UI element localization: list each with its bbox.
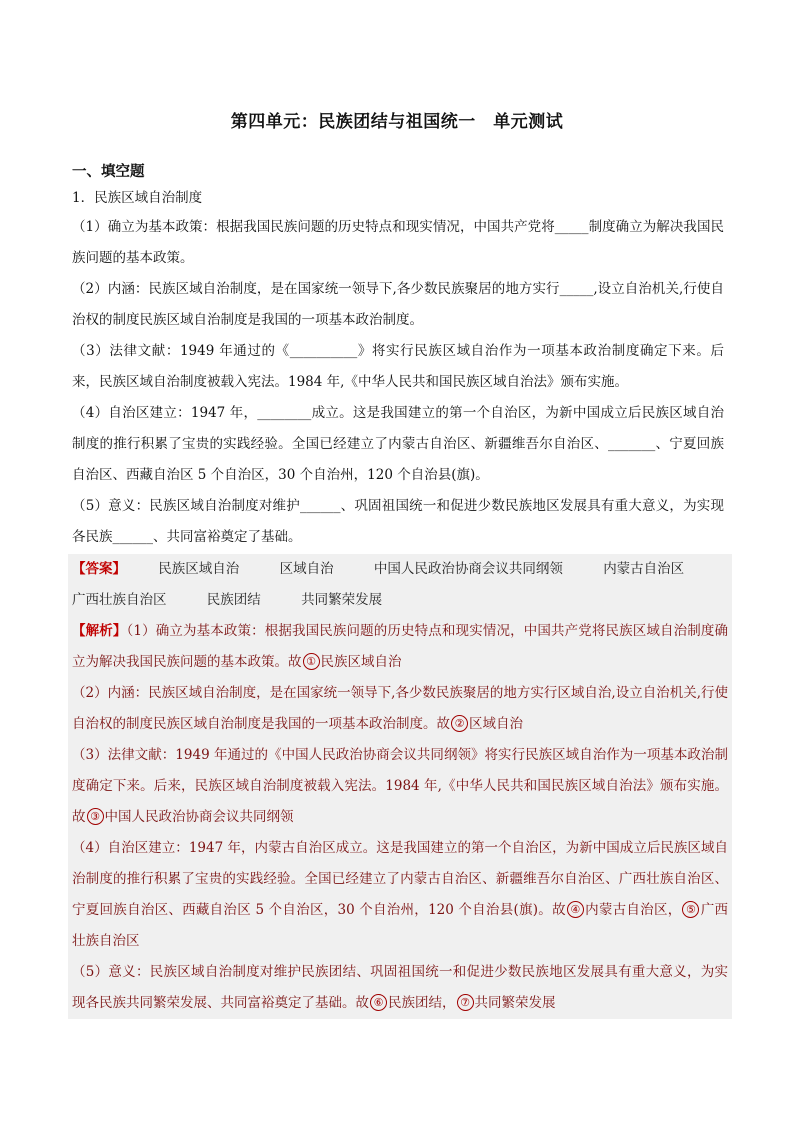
circled-number: ③ xyxy=(87,808,104,825)
analysis-answer: 区域自治 xyxy=(469,716,523,732)
answer-analysis-block xyxy=(68,554,732,1019)
question-item-5: （5）意义：民族区域自治制度对维护______、巩固祖国统一和促进少数民族地区发展具有重大意义，为实现各民族______、共同富裕奠定了基础。 xyxy=(72,498,724,545)
circled-number: ⑥ xyxy=(370,994,387,1011)
answer-item: 民族区域自治 xyxy=(158,561,240,577)
circled-number: ⑤ xyxy=(682,901,699,918)
analysis-answer: 中国人民政治协商会议共同纲领 xyxy=(104,809,294,825)
question-item-4: （4）自治区建立：1947 年，________成立。这是我国建立的第一个自治区，为新中国成立后民族区域自治制度的推行积累了宝贵的实践经验。全国已经建立了内蒙古自治区、新疆维吾尔自治区、_______、宁夏回族自治区、西藏自治区 5 个自治区，30 个自治州，120 个自治县(旗)。 xyxy=(72,405,724,483)
analysis-text: （2）内涵：民族区域自治制度，是在国家统一领导下,各少数民族聚居的地方实行区域自治,设立自治机关,行使自治权的制度民族区域自治制度是我国的一项基本政治制度。故 xyxy=(72,685,728,732)
answer-item: 广西壮族自治区 xyxy=(72,592,167,608)
analysis-paragraph-1 xyxy=(72,616,728,678)
analysis-paragraph-2 xyxy=(72,678,728,740)
question-title: 1．民族区域自治制度 xyxy=(72,190,203,206)
analysis-text: （4）自治区建立：1947 年，内蒙古自治区成立。这是我国建立的第一个自治区，为新中国成立后民族区域自治制度的推行积累了宝贵的实践经验。全国已经建立了内蒙古自治区、新疆维吾尔自治区、广西壮族自治区、宁夏回族自治区、西藏自治区 5 个自治区，30 个自治州，120 个自治县(旗)。故 xyxy=(72,840,728,918)
analysis-text: （3）法律文献：1949 年通过的《中国人民政治协商会议共同纲领》将实行民族区域自治作为一项基本政治制度确定下来。后来，民族区域自治制度被载入宪法。1984 年,《中华人民共和国民族区域自治法》颁布实施。故 xyxy=(72,747,728,825)
question-items xyxy=(72,212,724,553)
analysis-paragraph-4 xyxy=(72,833,728,957)
answer-item: 共同繁荣发展 xyxy=(301,592,383,608)
analysis-text: （5）意义：民族区域自治制度对维护民族团结、巩固祖国统一和促进少数民族地区发展具有重大意义，为实现各民族共同繁荣发展、共同富裕奠定了基础。故 xyxy=(72,964,728,1011)
analysis-text: （1）确立为基本政策：根据我国民族问题的历史特点和现实情况，中国共产党将民族区域自治制度确立为解决我国民族问题的基本政策。故 xyxy=(72,623,728,670)
analysis-answer: 民族区域自治 xyxy=(320,654,402,670)
circled-number: ④ xyxy=(567,901,584,918)
answer-item: 民族团结 xyxy=(206,592,261,608)
analysis-answer: 共同繁荣发展 xyxy=(474,995,556,1011)
analysis-answer: 内蒙古自治区， xyxy=(584,902,682,918)
answer-line-2 xyxy=(72,585,728,616)
circled-number: ② xyxy=(451,715,468,732)
circled-number: ① xyxy=(303,653,320,670)
answer-line-1 xyxy=(72,554,728,585)
answer-item: 内蒙古自治区 xyxy=(603,561,685,577)
question-item-1: （1）确立为基本政策：根据我国民族问题的历史特点和现实情况，中国共产党将_____制度确立为解决我国民族问题的基本政策。 xyxy=(72,219,724,266)
section-heading: 一、填空题 xyxy=(72,164,145,180)
answer-label: 【答案】 xyxy=(72,561,126,577)
analysis-answer: 广西壮族自治区 xyxy=(72,902,729,949)
circled-number: ⑦ xyxy=(457,994,474,1011)
analysis-answer: 民族团结， xyxy=(388,995,456,1011)
question-item-3: （3）法律文献：1949 年通过的《__________》将实行民族区域自治作为一项基本政治制度确定下来。后来，民族区域自治制度被载入宪法。1984 年,《中华人民共和国民族区域自治法》颁布实施。 xyxy=(72,343,724,390)
answer-item: 中国人民政治协商会议共同纲领 xyxy=(373,561,563,577)
analysis-label: 【解析】 xyxy=(72,623,127,639)
analysis-paragraph-5 xyxy=(72,957,728,1019)
analysis-paragraph-3 xyxy=(72,740,728,833)
question-item-2: （2）内涵：民族区域自治制度，是在国家统一领导下,各少数民族聚居的地方实行_____,设立自治机关,行使自治权的制度民族区域自治制度是我国的一项基本政治制度。 xyxy=(72,281,724,328)
page-title: 第四单元：民族团结与祖国统一 单元测试 xyxy=(230,112,564,132)
answer-item: 区域自治 xyxy=(279,561,334,577)
